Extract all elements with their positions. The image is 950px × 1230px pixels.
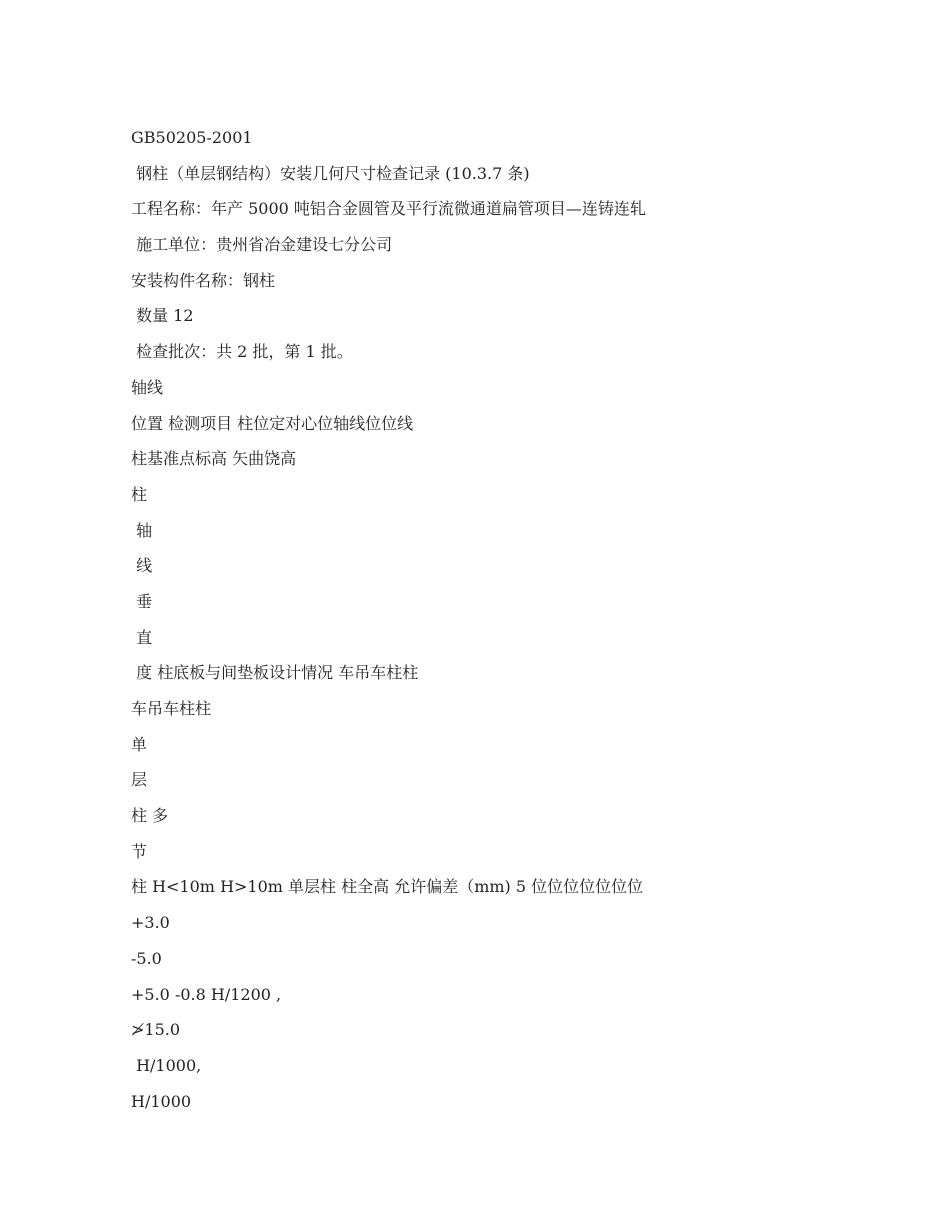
document-body: [131, 120, 911, 1119]
doc-line-tolerance-header: 柱 H<10m H>10m 单层柱 柱全高 允许偏差（mm) 5 位位位位位位位: [131, 877, 644, 897]
doc-line: 柱: [131, 484, 148, 504]
doc-line-record-title: 钢柱（单层钢结构）安装几何尺寸检查记录 (10.3.7 条): [131, 163, 530, 183]
doc-line: 轴: [131, 520, 153, 540]
doc-line: 柱 多: [131, 806, 169, 826]
doc-line-tolerance-value: +3.0: [131, 913, 170, 933]
doc-line-construction-unit: 施工单位：贵州省冶金建设七分公司: [131, 235, 393, 255]
doc-line: 线: [131, 556, 153, 576]
doc-line-inspection-batch: 检查批次：共 2 批，第 1 批。: [131, 342, 353, 362]
doc-line-tolerance-value: -5.0: [131, 948, 162, 968]
doc-line-standard-code: GB50205-2001: [131, 128, 253, 147]
doc-line-tolerance-value: ≯15.0: [131, 1020, 181, 1040]
doc-line-tolerance-value: +5.0 -0.8 H/1200 ,: [131, 984, 282, 1004]
doc-line-tolerance-value: H/1000,: [131, 1055, 202, 1075]
doc-line: 单: [131, 734, 148, 754]
doc-line: 垂: [131, 591, 153, 611]
doc-line: 柱基准点标高 矢曲饶高: [131, 449, 297, 469]
doc-line-tolerance-value: H/1000: [131, 1091, 192, 1111]
doc-line: 度 柱底板与间垫板设计情况 车吊车柱柱: [131, 663, 419, 683]
doc-line: 节: [131, 841, 148, 861]
doc-line: 车吊车柱柱: [131, 699, 212, 718]
doc-line-quantity: 数量 12: [131, 306, 194, 326]
doc-line: 层: [131, 770, 148, 790]
doc-line-component-name: 安装构件名称：钢柱: [131, 270, 276, 290]
doc-line: 轴线: [131, 377, 164, 397]
doc-line: 位置 检测项目 柱位定对心位轴线位位线: [131, 413, 414, 433]
doc-line: 直: [131, 627, 153, 647]
doc-line-project-name: 工程名称：年产 5000 吨铝合金圆管及平行流微通道扁管项目—连铸连轧: [131, 199, 646, 219]
